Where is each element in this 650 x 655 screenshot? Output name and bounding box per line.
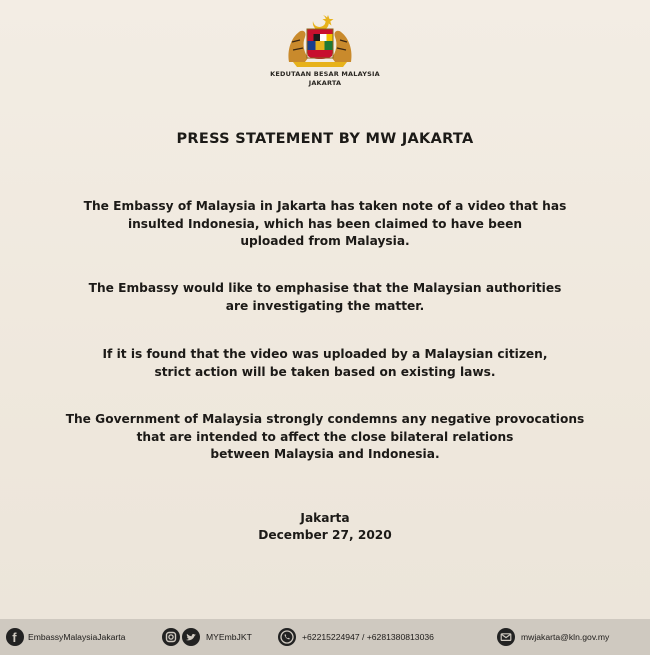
paragraph-3	[20, 346, 630, 381]
instagram-twitter-handle: MYEmbJKT	[206, 632, 252, 642]
instagram-icon	[162, 628, 180, 646]
facebook-icon	[6, 628, 24, 646]
paragraph-line: If it is found that the video was uploaded by a Malaysian citizen,	[102, 347, 548, 361]
paragraph-line: The Government of Malaysia strongly condemns any negative provocations	[65, 412, 585, 426]
paragraph-line: strict action will be taken based on existing laws.	[154, 364, 496, 379]
paragraph-line: are investigating the matter.	[225, 298, 425, 313]
paragraph-line: The Embassy of Malaysia in Jakarta has taken note of a video that has	[83, 199, 567, 213]
paragraph-line: insulted Indonesia, which has been claimed to have been	[127, 216, 523, 231]
paragraph-line: The Embassy would like to emphasise that the Malaysian authorities	[88, 281, 562, 295]
whatsapp-icon	[278, 628, 296, 646]
statement-date: December 27, 2020	[258, 528, 392, 542]
phone-link[interactable]	[278, 628, 434, 646]
email-address: mwjakarta@kln.gov.my	[521, 632, 610, 642]
facebook-handle: EmbassyMalaysiaJakarta	[28, 632, 126, 642]
facebook-link[interactable]	[6, 628, 125, 646]
paragraph-line: between Malaysia and Indonesia.	[210, 447, 440, 461]
paragraph-1	[20, 198, 630, 251]
page-title: PRESS STATEMENT BY MW JAKARTA	[176, 131, 474, 147]
embassy-city: JAKARTA	[308, 79, 342, 87]
paragraph-line: that are intended to affect the close bilateral relations	[136, 429, 514, 444]
coat-of-arms-icon	[283, 12, 357, 68]
phone-numbers: +62215224947 / +6281380813036	[302, 632, 434, 642]
email-link[interactable]	[497, 628, 609, 646]
statement-place: Jakarta	[300, 511, 350, 525]
paragraph-2	[20, 280, 630, 315]
paragraph-4	[20, 411, 630, 464]
svg-text:f: f	[12, 630, 17, 645]
embassy-name: KEDUTAAN BESAR MALAYSIA	[270, 70, 380, 78]
instagram-twitter-link[interactable]	[162, 628, 252, 646]
twitter-icon	[182, 628, 200, 646]
paragraph-line: uploaded from Malaysia.	[240, 234, 410, 248]
mail-icon	[497, 628, 515, 646]
contact-footer	[0, 619, 650, 655]
